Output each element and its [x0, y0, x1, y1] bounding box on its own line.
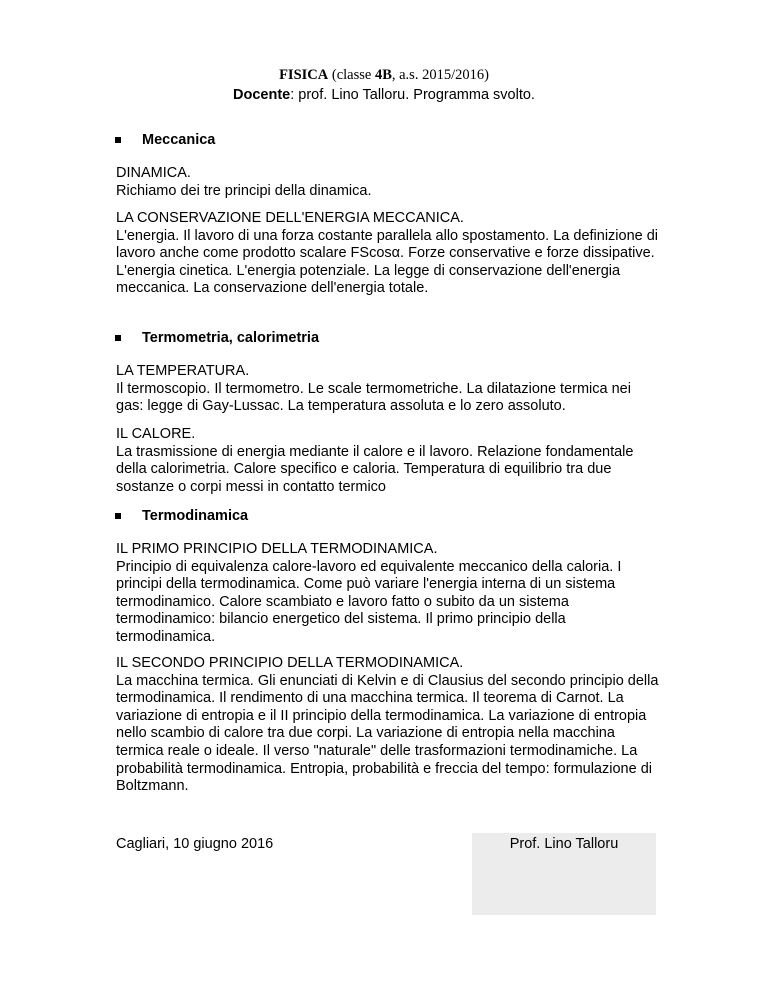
block-heading: IL PRIMO PRINCIPIO DELLA TERMODINAMICA.	[116, 541, 438, 557]
block-temperatura	[116, 363, 661, 416]
teacher-label: Docente	[233, 87, 291, 103]
block-text: Richiamo dei tre principi della dinamica.	[116, 182, 372, 199]
block-text: Principio di equivalenza calore-lavoro ed equivalente meccanico della caloria. I principi della termodinamica. Come può variare l'energia interna di un sistema termodinamico. Calore scambiato e lavoro fatto o subito da un sistema termodinamico: bilancio energetico del sistema. Il primo principio della termodinamica.	[116, 558, 622, 645]
block-text: La macchina termica. Gli enunciati di Kelvin e di Clausius del secondo principio della termodinamica. Il rendimento di una macchina termica. Il teorema di Carnot. La variazione di entropia e il II principio della termodinamica. La variazione di entropia nello scambio di calore tra due corpi. La variazione di entropia nella macchina termica reale o ideale. Il verso "naturale" delle trasformazioni termodinamiche. La probabilità termodinamica. Entropia, probabilità e freccia del tempo: formulazione di Boltzmann.	[116, 672, 659, 795]
block-heading: IL SECONDO PRINCIPIO DELLA TERMODINAMICA.	[116, 655, 464, 671]
block-primo-principio	[116, 541, 661, 647]
signature-box	[472, 833, 656, 915]
place-date: Cagliari, 10 giugno 2016	[116, 836, 274, 852]
block-text: Il termoscopio. Il termometro. Le scale termometriche. La dilatazione termica nei gas: legge di Gay-Lussac. La temperatura assoluta e lo zero assoluto.	[116, 380, 631, 415]
block-text: L'energia. Il lavoro di una forza costante parallela allo spostamento. La definizione di lavoro anche come prodotto scalare FScosα. Forze conservative e forze dissipative. L'energia cinetica. L'energia potenziale. La legge di conservazione dell'energia meccanica. La conservazione dell'energia totale.	[116, 227, 659, 297]
block-heading: LA CONSERVAZIONE DELL'ENERGIA MECCANICA.	[116, 210, 464, 226]
course-line	[0, 65, 768, 85]
document-header	[0, 65, 768, 105]
subject-name: FISICA	[279, 67, 329, 83]
block-secondo-principio	[116, 655, 661, 796]
block-heading: IL CALORE.	[116, 426, 196, 442]
signature-label: Prof. Lino Talloru	[509, 836, 619, 852]
bullet-icon	[115, 513, 121, 519]
block-heading: LA TEMPERATURA.	[116, 363, 250, 379]
block-heading: DINAMICA.	[116, 165, 191, 181]
school-year: , a.s. 2015/2016)	[391, 67, 489, 83]
block-dinamica	[116, 165, 661, 200]
bullet-icon	[115, 335, 121, 341]
block-conservazione-energia	[116, 210, 661, 298]
class-prefix: (classe	[328, 67, 375, 83]
bullet-icon	[115, 137, 121, 143]
block-text: La trasmissione di energia mediante il calore e il lavoro. Relazione fondamentale della calorimetria. Calore specifico e caloria. Temperatura di equilibrio tra due sostanze o corpi messi in contatto termico	[116, 443, 634, 495]
teacher-text: : prof. Lino Talloru. Programma svolto.	[290, 87, 535, 103]
class-name: 4B	[374, 67, 392, 83]
document-page: FISICA (classe 4B, a.s. 2015/2016) Docente: prof. Lino Talloru. Programma svolto. Meccanica DINAMICA. Richiamo dei tre principi della dinamica. LA CONSERVAZIONE DELL'ENERGIA MECCANICA. L'energia. Il lavoro di una forza costante parallela allo spostamento. La definizione di lavoro anche come prodotto scalare FScosα. Forze conservative e forze dissipative. L'energia cinetica. L'energia potenziale. La legge di conservazione dell'energia meccanica. La conservazione dell'energia totale. Termometria, calorimetria LA TEMPERATURA. Il termoscopio. Il termometro. Le scale termometriche. La dilatazione termica nei gas: legge di Gay-Lussac. La temperatura assoluta e lo zero assoluto. IL CALORE. La trasmissione di energia mediante il calore e il lavoro. Relazione fondamentale della calorimetria. Calore specifico e caloria. Temperatura di equilibrio tra due sostanze o corpi messi in contatto termico Termodinamica IL PRIMO PRINCIPIO DELLA TERMODINAMICA. Principio di equivalenza calore-lavoro ed equivalente meccanico della caloria. I principi della termodinamica. Come può variare l'energia interna di un sistema termodinamico. Calore scambiato e lavoro fatto o subito da un sistema termodinamico: bilancio energetico del sistema. Il primo principio della termodinamica. IL SECONDO PRINCIPIO DELLA TERMODINAMICA. La macchina termica. Gli enunciati di Kelvin e di Clausius del secondo principio della termodinamica. Il rendimento di una macchina termica. Il teorema di Carnot. La variazione di entropia e il II principio della termodinamica. La variazione di entropia nello scambio di calore tra due corpi. La variazione di entropia nella macchina termica reale o ideale. Il verso "naturale" delle trasformazioni termodinamiche. La probabilità termodinamica. Entropia, probabilità e freccia del tempo: formulazione di Boltzmann. Cagliari, 10 giugno 2016 Prof. Lino Talloru	[0, 0, 768, 994]
teacher-line	[0, 85, 768, 105]
block-calore	[116, 426, 661, 496]
